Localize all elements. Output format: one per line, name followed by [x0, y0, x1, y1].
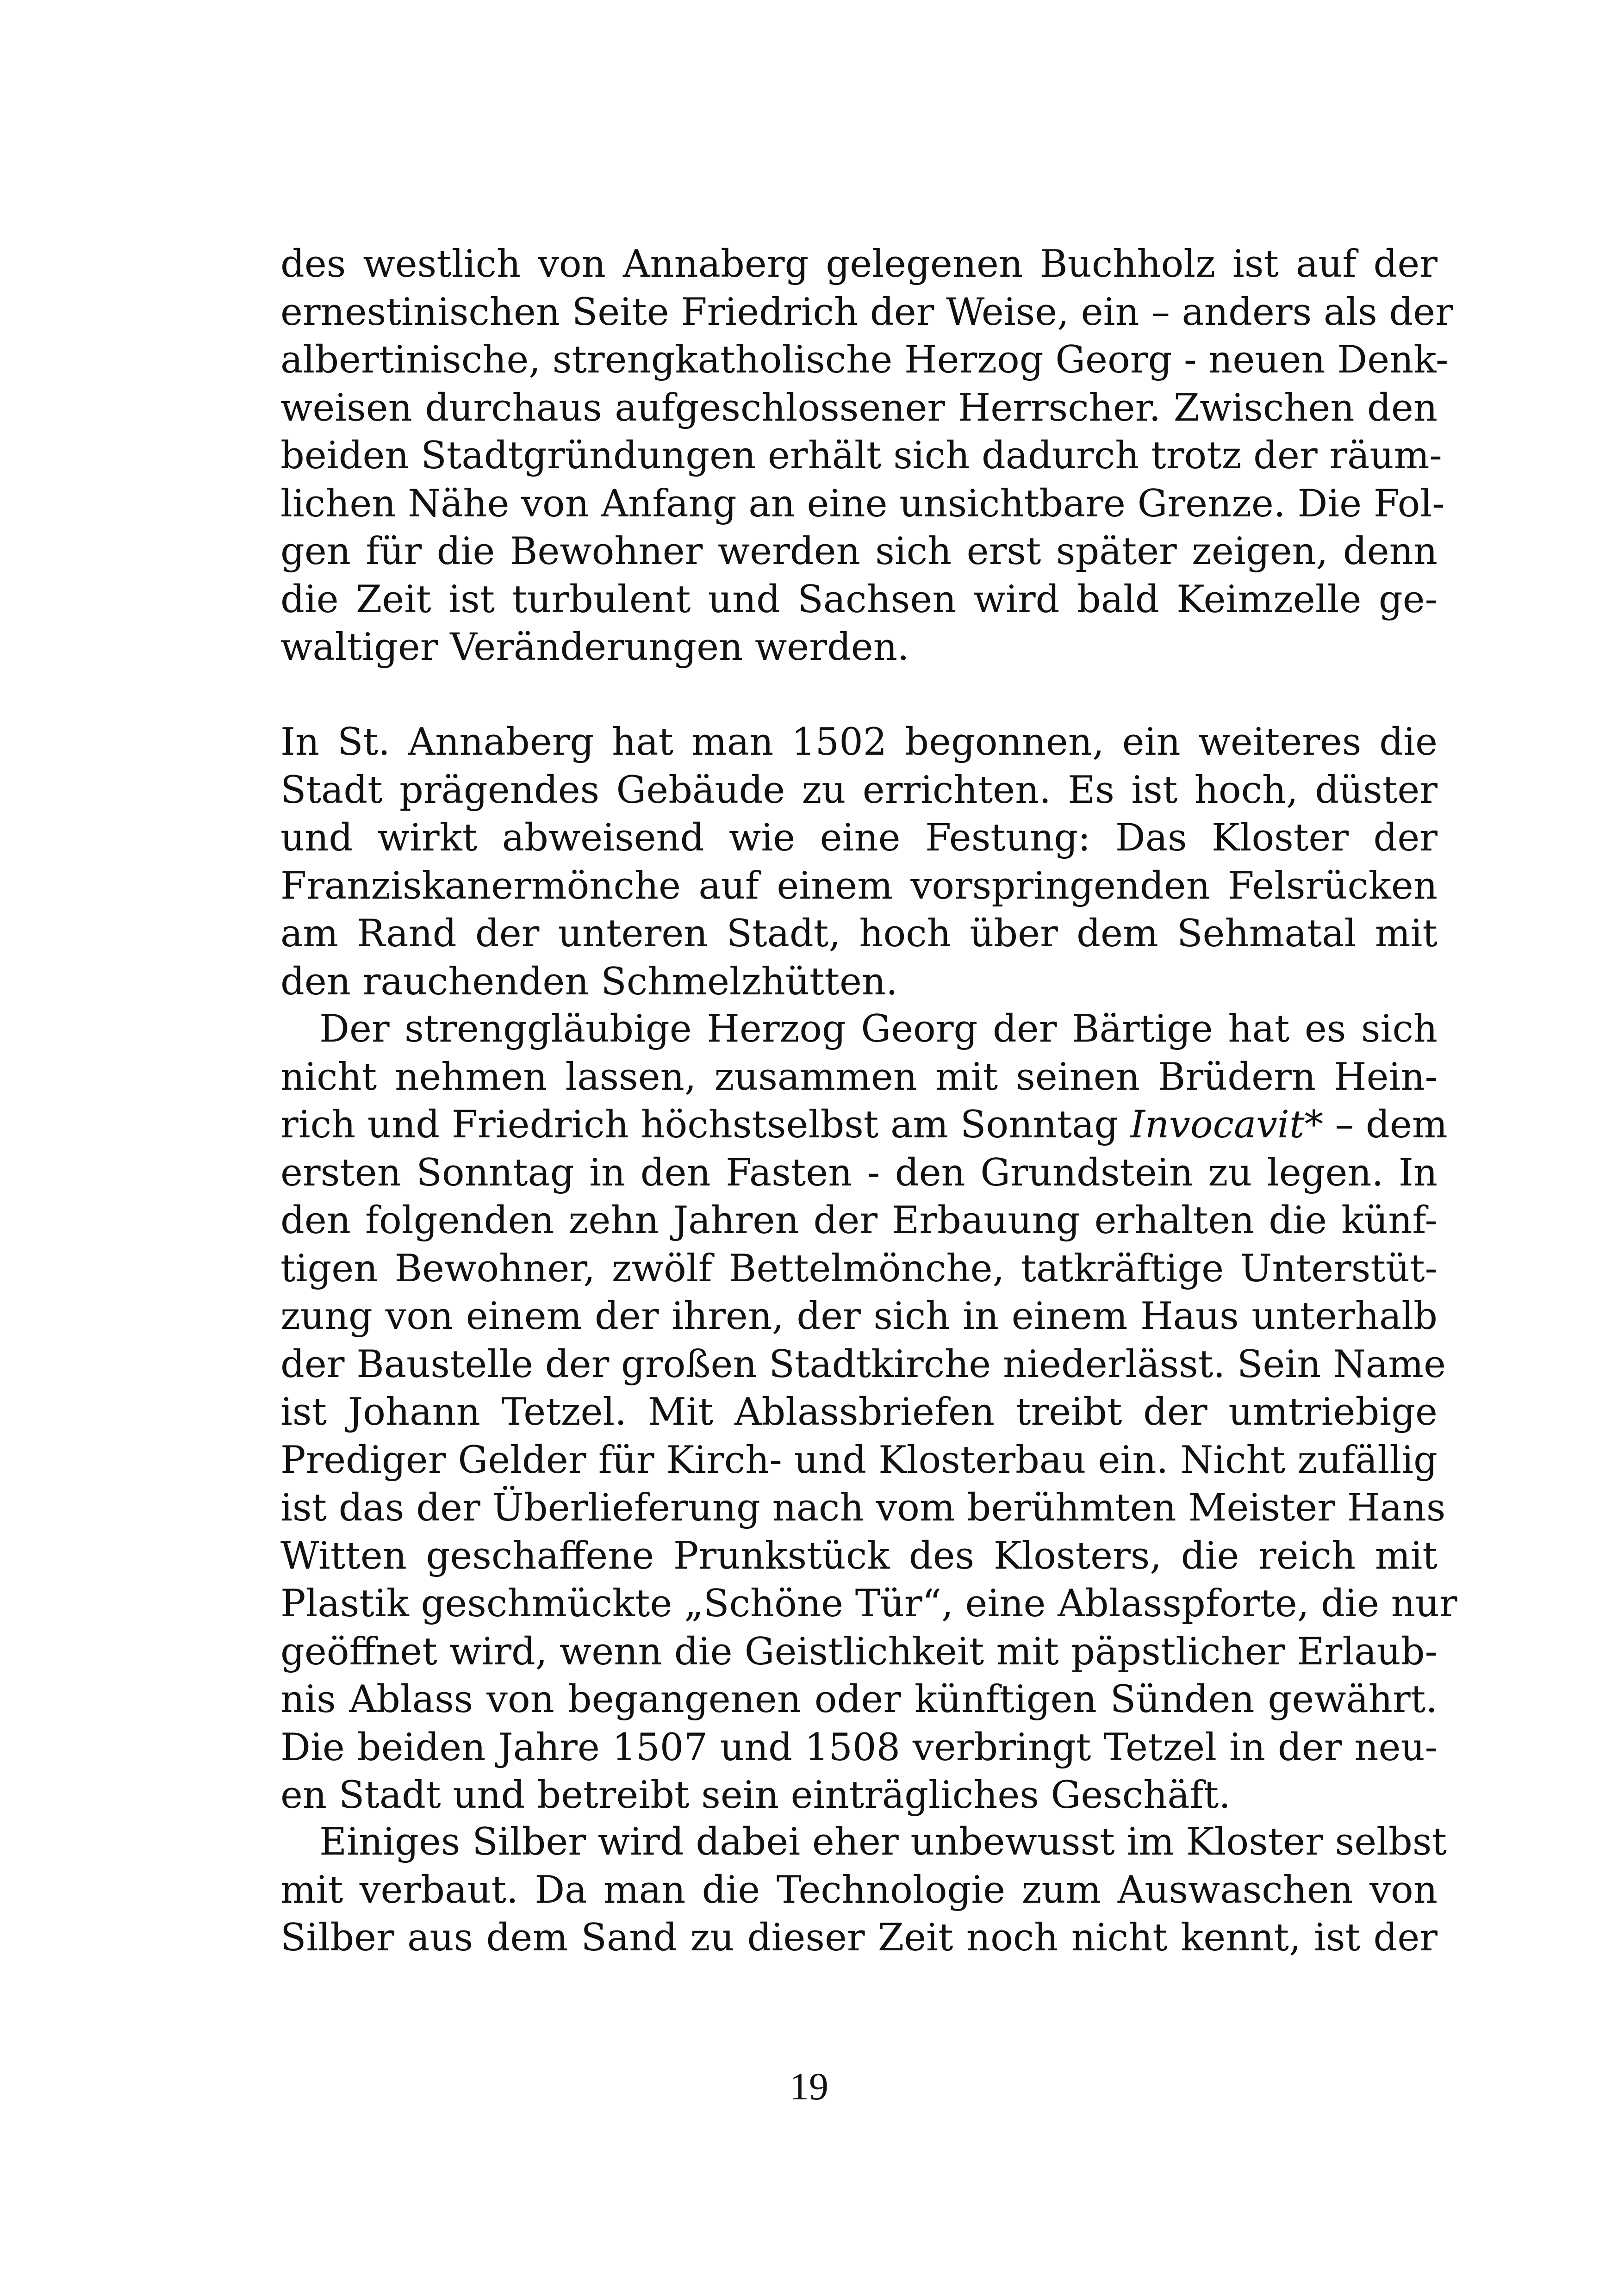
text-line: Silber aus dem Sand zu dieser Zeit noch nicht kennt, ist der: [280, 1916, 1438, 1960]
text-segment: * – dem: [1304, 1103, 1448, 1147]
text-line: mit verbaut. Da man die Technologie zum Auswaschen von: [280, 1868, 1438, 1912]
text-line: Plastik geschmückte „Schöne Tür“, eine Ablasspforte, die nur: [280, 1582, 1457, 1626]
text-line: Franziskanermönche auf einem vorspringenden Felsrücken: [280, 864, 1438, 908]
text-line: des westlich von Annaberg gelegenen Buchholz ist auf der: [280, 242, 1438, 286]
text-line: Einiges Silber wird dabei eher unbewusst im Kloster selbst: [319, 1820, 1447, 1864]
paragraph-1: [280, 241, 1453, 672]
text-line: die Zeit ist turbulent und Sachsen wird bald Keimzelle ge-: [280, 577, 1438, 621]
text-line: lichen Nähe von Anfang an eine unsichtbare Grenze. Die Fol-: [280, 482, 1445, 526]
text-line: gen für die Bewohner werden sich erst später zeigen, denn: [280, 530, 1438, 573]
text-line: nicht nehmen lassen, zusammen mit seinen Brüdern Hein-: [280, 1055, 1438, 1099]
text-line: tigen Bewohner, zwölf Bettelmönche, tatkräftige Unterstüt-: [280, 1247, 1438, 1291]
text-line: der Baustelle der großen Stadtkirche niederlässt. Sein Name: [280, 1342, 1446, 1386]
text-line: den folgenden zehn Jahren der Erbauung erhalten die künf-: [280, 1199, 1438, 1242]
text-line: und wirkt abweisend wie eine Festung: Das Kloster der: [280, 816, 1438, 860]
paragraph-4: [280, 1818, 1447, 1962]
text-line: beiden Stadtgründungen erhält sich dadurch trotz der räum-: [280, 434, 1442, 478]
text-line: ist das der Überlieferung nach vom berühmten Meister Hans: [280, 1486, 1446, 1530]
text-line: Prediger Gelder für Kirch- und Klosterbau ein. Nicht zufällig: [280, 1438, 1438, 1482]
text-line: albertinische, strengkatholische Herzog Georg - neuen Denk-: [280, 338, 1449, 382]
paragraph-2: [280, 719, 1438, 1006]
text-line: ernestinischen Seite Friedrich der Weise, ein – anders als der: [280, 290, 1453, 334]
page-number: 19: [790, 2065, 828, 2108]
text-line: geöffnet wird, wenn die Geistlichkeit mit päpstlicher Erlaub-: [280, 1630, 1438, 1674]
italic-term: Invocavit: [1130, 1103, 1305, 1147]
text-line: Die beiden Jahre 1507 und 1508 verbringt Tetzel in der neu-: [280, 1725, 1438, 1769]
text-segment: rich und Friedrich höchstselbst am Sonntag: [280, 1103, 1130, 1147]
text-line: Witten geschaffene Prunkstück des Klosters, die reich mit: [280, 1534, 1438, 1578]
text-line: den rauchenden Schmelzhütten.: [280, 960, 898, 1004]
text-line: waltiger Veränderungen werden.: [280, 626, 909, 669]
text-line: ist Johann Tetzel. Mit Ablassbriefen treibt der umtriebige: [280, 1390, 1438, 1434]
text-line: ersten Sonntag in den Fasten - den Grundstein zu legen. In: [280, 1151, 1438, 1195]
text-line: nis Ablass von begangenen oder künftigen Sünden gewährt.: [280, 1678, 1438, 1721]
text-line-with-italic: [280, 1101, 1448, 1149]
text-line: zung von einem der ihren, der sich in einem Haus unterhalb: [280, 1295, 1438, 1338]
text-line: In St. Annaberg hat man 1502 begonnen, ein weiteres die: [280, 720, 1438, 764]
text-line: en Stadt und betreibt sein einträgliches Geschäft.: [280, 1774, 1231, 1817]
paragraph-3: [280, 1005, 1457, 1820]
text-line: am Rand der unteren Stadt, hoch über dem Sehmatal mit: [280, 912, 1438, 956]
text-line: weisen durchaus aufgeschlossener Herrscher. Zwischen den: [280, 386, 1438, 430]
text-line: Stadt prägendes Gebäude zu errichten. Es ist hoch, düster: [280, 768, 1438, 812]
text-line: Der strenggläubige Herzog Georg der Bärtige hat es sich: [319, 1007, 1438, 1051]
